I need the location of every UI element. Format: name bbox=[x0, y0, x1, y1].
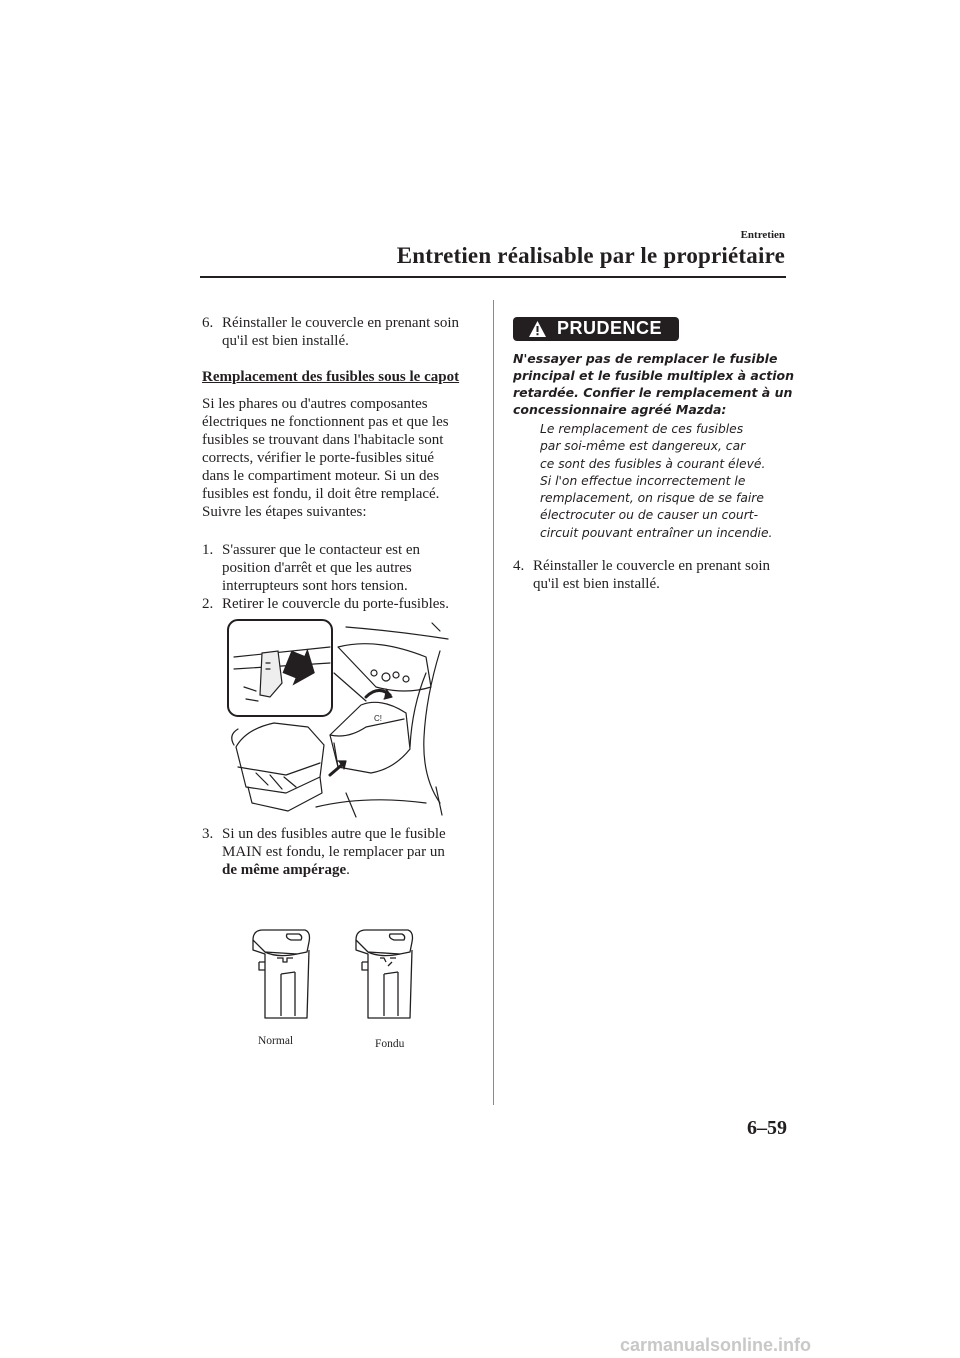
blown-fuse-illustration bbox=[352, 928, 415, 1020]
step-line: position d'arrêt et que les autres bbox=[222, 560, 412, 576]
warning-icon bbox=[528, 320, 547, 338]
step-number: 6. bbox=[202, 315, 214, 331]
step-6 bbox=[202, 314, 484, 350]
normal-fuse-caption: Normal bbox=[258, 1035, 294, 1047]
section-label: Entretien bbox=[740, 229, 785, 241]
caution-heading-line: retardée. Confier le remplacement à un bbox=[513, 385, 793, 400]
paragraph-line: électriques ne fonctionnent pas et que les bbox=[202, 414, 449, 430]
fuse-block-removal-illustration bbox=[226, 617, 457, 824]
paragraph-line: fusibles se trouvant dans l'habitacle sont bbox=[202, 432, 444, 448]
step-line: S'assurer que le contacteur est en bbox=[222, 542, 421, 558]
emphasis-text: de même ampérage bbox=[222, 862, 347, 878]
paragraph-line: corrects, vérifier le porte-fusibles situé bbox=[202, 450, 434, 466]
caution-body-line: par soi-même est dangereux, car bbox=[540, 439, 746, 454]
step-number: 4. bbox=[513, 558, 525, 574]
column-divider bbox=[493, 300, 494, 1105]
page-title: Entretien réalisable par le propriétaire bbox=[396, 243, 785, 268]
step-number: 2. bbox=[202, 596, 214, 612]
step-line: Réinstaller le couvercle en prenant soin bbox=[533, 558, 770, 574]
watermark-text: carmanualsonline.info bbox=[620, 1335, 812, 1355]
caution-body-line: Si l'on effectue incorrectement le bbox=[540, 473, 746, 488]
step-1 bbox=[202, 541, 484, 595]
step-line: Réinstaller le couvercle en prenant soin bbox=[222, 315, 459, 331]
paragraph-line: Si les phares ou d'autres composantes bbox=[202, 396, 428, 412]
paragraph-line: dans le compartiment moteur. Si un des bbox=[202, 468, 440, 484]
section-subheading: Remplacement des fusibles sous le capot bbox=[202, 369, 460, 385]
page-number: 6–59 bbox=[747, 1117, 787, 1139]
caution-heading-line: N'essayer pas de remplacer le fusible bbox=[513, 351, 778, 366]
blown-fuse-caption: Fondu bbox=[375, 1038, 405, 1050]
svg-text:C!: C! bbox=[374, 714, 382, 723]
paragraph-line: fusibles est fondu, il doit être remplacé. bbox=[202, 486, 440, 502]
caution-body-line: Le remplacement de ces fusibles bbox=[540, 422, 744, 436]
step-line: Retirer le couvercle du porte-fusibles. bbox=[222, 596, 449, 612]
header-rule bbox=[200, 276, 786, 278]
paragraph-line: Suivre les étapes suivantes: bbox=[202, 504, 367, 520]
caution-body-line: ce sont des fusibles à courant élevé. bbox=[540, 456, 766, 471]
step-line: qu'il est bien installé. bbox=[222, 333, 349, 349]
caution-heading bbox=[513, 350, 795, 418]
normal-fuse-illustration bbox=[249, 928, 312, 1020]
intro-paragraph bbox=[202, 395, 480, 521]
caution-heading-line: principal et le fusible multiplex à action bbox=[513, 368, 795, 383]
step-line: interrupteurs sont hors tension. bbox=[222, 578, 408, 594]
caution-body-line: circuit pouvant entraîner un incendie. bbox=[540, 525, 773, 540]
step-2 bbox=[202, 595, 484, 613]
caution-body bbox=[540, 421, 790, 542]
step-line: MAIN est fondu, le remplacer par un bbox=[222, 844, 445, 860]
caution-body-line: électrocuter ou de causer un court- bbox=[540, 508, 759, 523]
caution-banner bbox=[513, 317, 679, 341]
step-line: Si un des fusibles autre que le fusible bbox=[222, 826, 446, 842]
caution-label: PRUDENCE bbox=[557, 318, 663, 338]
step-number: 3. bbox=[202, 826, 214, 842]
step-number: 1. bbox=[202, 542, 214, 558]
step-4 bbox=[513, 557, 793, 593]
step-line-end: . bbox=[346, 862, 350, 878]
caution-body-line: remplacement, on risque de se faire bbox=[540, 491, 764, 506]
step-line: qu'il est bien installé. bbox=[533, 576, 660, 592]
caution-heading-line: concessionnaire agréé Mazda: bbox=[513, 402, 727, 417]
step-3 bbox=[202, 825, 484, 879]
